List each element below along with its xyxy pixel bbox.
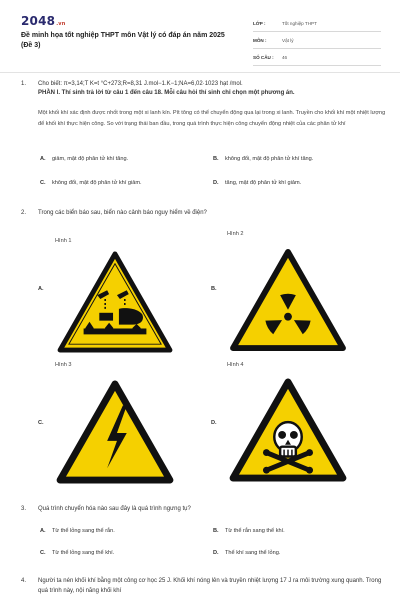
- question-3-option-c[interactable]: [40, 550, 200, 556]
- option-text: không đổi, mật độ phân tử khí tăng.: [225, 156, 314, 162]
- info-label: MÔN :: [253, 37, 267, 43]
- info-value: Vật lý: [282, 37, 294, 43]
- question-1-option-a[interactable]: [40, 156, 200, 162]
- question-1-option-b[interactable]: [213, 156, 388, 162]
- option-text: tăng, mật độ phân tử khí giảm.: [225, 180, 302, 186]
- info-row-question-count: [253, 49, 381, 66]
- option-text: Từ thể lỏng sang thể khí.: [52, 550, 115, 556]
- option-letter: B.: [213, 528, 219, 534]
- info-row-class: [253, 15, 381, 32]
- header-divider: [0, 72, 400, 73]
- logo-main-text: 2048: [21, 14, 56, 28]
- radiation-hazard-sign[interactable]: [229, 248, 347, 352]
- question-1-option-c[interactable]: [40, 180, 205, 186]
- section-heading-text: PHẦN I. Thí sinh trả lời từ câu 1 đến câu 18. Mỗi câu hỏi thí sinh chỉ chọn một phương án.: [38, 90, 295, 96]
- option-letter: D.: [213, 550, 219, 556]
- question-2-text: Trong các biển báo sau, biển nào cảnh báo nguy hiểm về điện?: [38, 210, 207, 216]
- figure-1-option-letter[interactable]: A.: [38, 286, 44, 292]
- question-4-text: Người ta nén khối khí bằng một công cơ học 25 J. Khối khí nóng lên và truyền nhiệt lượng 17 J ra môi trường xung quanh. Trong quá trình này, nội năng khối khí: [38, 578, 382, 594]
- info-label: SỐ CÂU :: [253, 54, 274, 60]
- figure-1-label: Hình 1: [55, 238, 72, 244]
- option-text: Từ thể lỏng sang thể rắn.: [52, 528, 115, 534]
- site-logo[interactable]: [21, 14, 66, 28]
- toxic-hazard-sign[interactable]: [229, 378, 347, 482]
- question-1-option-d[interactable]: [213, 180, 388, 186]
- info-row-subject: [253, 32, 381, 49]
- figure-4-label: Hình 4: [227, 362, 244, 368]
- figure-4-option-letter[interactable]: D.: [211, 420, 217, 426]
- question-3-number: 3.: [21, 506, 27, 512]
- electrical-hazard-sign[interactable]: [56, 380, 174, 484]
- question-3-option-d[interactable]: [213, 550, 388, 556]
- logo-domain-text: .vn: [56, 21, 66, 27]
- option-text: Từ thể rắn sang thể khí.: [225, 528, 285, 534]
- figure-3-label: Hình 3: [55, 362, 72, 368]
- figure-2-option-letter[interactable]: B.: [211, 286, 217, 292]
- question-4-number: 4.: [21, 578, 27, 584]
- question-1-given: Cho biết: π=3,14;T K=t °C+273;R=8,31 J.mol−1.K−1;NA=6,02·1023 hạt /mol.: [38, 81, 243, 87]
- option-letter: D.: [213, 180, 219, 186]
- document-info-table: [253, 15, 381, 66]
- figure-2-label: Hình 2: [227, 231, 244, 237]
- info-value: 46: [282, 54, 288, 60]
- question-1-body: Một khối khí xác định được nhốt trong một xi lanh kín. Pít tông có thể chuyển động qua lại trong xi lanh. Truyền cho khối khí một nhiệt lượng để khối khí thực hiện công. So với trạng thái ban đầu, trong quá trình thực hiện công chuyển động nhiệt của các phân tử khí: [38, 110, 386, 127]
- question-3-option-b[interactable]: [213, 528, 388, 534]
- question-3-text: Quá trình chuyển hóa nào sau đây là quá trình ngưng tụ?: [38, 506, 191, 512]
- question-1-section-heading: [38, 88, 388, 98]
- question-3-option-a[interactable]: [40, 528, 200, 534]
- question-2-number: 2.: [21, 210, 27, 216]
- option-text: Thể khí sang thể lỏng.: [225, 550, 281, 556]
- option-letter: C.: [40, 180, 46, 186]
- option-letter: A.: [40, 528, 46, 534]
- document-title: Đề minh họa tốt nghiệp THPT môn Vật lý có đáp án năm 2025 (Đề 3): [21, 32, 225, 49]
- info-value: Tốt nghiệp THPT: [282, 20, 317, 26]
- info-label: LỚP :: [253, 20, 266, 26]
- option-letter: C.: [40, 550, 46, 556]
- option-letter: A.: [40, 156, 46, 162]
- option-letter: B.: [213, 156, 219, 162]
- option-text: giảm, mật độ phân tử khí tăng.: [52, 156, 129, 162]
- figure-3-option-letter[interactable]: C.: [38, 420, 44, 426]
- question-1-number: 1.: [21, 81, 27, 87]
- option-text: không đổi, mật độ phân tử khí giảm.: [52, 180, 142, 186]
- corrosive-hazard-sign[interactable]: [56, 250, 174, 354]
